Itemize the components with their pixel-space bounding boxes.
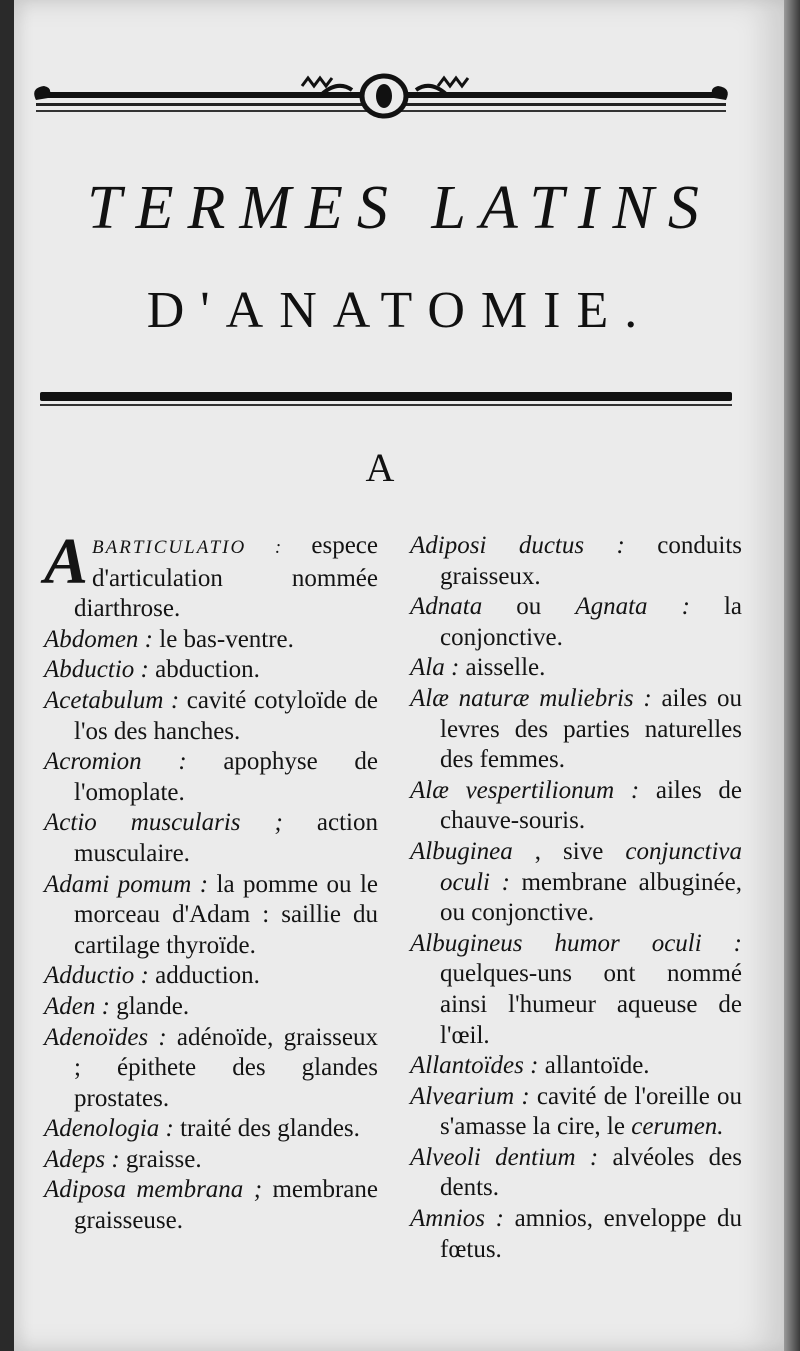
entry [410, 837, 742, 929]
entry-term: Aden : [44, 992, 110, 1020]
entry-definition: la conjonctive. [440, 593, 742, 651]
entry-definition: cavité cotyloïde de l'os des hanches. [74, 686, 379, 745]
entry-term: Adductio : [44, 962, 149, 990]
entry [410, 1051, 742, 1082]
entry [44, 686, 378, 747]
entry-term: Abdomen : [44, 625, 153, 653]
right-column [410, 531, 742, 1265]
entry-term: Acromion : [44, 748, 187, 776]
entry [44, 1023, 378, 1115]
entry-definition: le bas-ventre. [153, 625, 294, 653]
entry-term: Albugineus humor oculi : [410, 929, 742, 957]
entry-definition: graisse. [119, 1145, 202, 1173]
entry-definition: allantoïde. [538, 1052, 650, 1080]
entry-term: Alvearium : [410, 1082, 530, 1110]
entry [410, 653, 742, 684]
entry-definition: alvéoles des dents. [440, 1143, 742, 1202]
entry-definition: adduction. [148, 962, 260, 990]
entry-term: Adenologia : [44, 1115, 174, 1143]
entry [44, 808, 378, 869]
entry [44, 870, 378, 962]
entry-definition: ailes ou levres des parties naturelles des femmes. [440, 684, 742, 774]
entry-term-alt: Agnata : [575, 593, 690, 621]
entry [44, 1175, 378, 1236]
entry [410, 1082, 742, 1143]
entry [410, 1204, 742, 1265]
entry-definition: ailes de chauve-souris. [440, 776, 742, 835]
entry [410, 592, 742, 653]
entry-term: Alæ vespertilionum : [410, 776, 640, 804]
entry [410, 929, 742, 1051]
entry-definition: action musculaire. [74, 809, 378, 867]
entry-term: Albuginea [410, 837, 513, 865]
entry-connector: ou [482, 593, 576, 621]
entry-term: Allantoïdes : [410, 1052, 539, 1080]
entry [44, 961, 378, 992]
entry-term: Ala : [410, 654, 460, 682]
entry-term: Adiposa membrana ; [44, 1176, 263, 1204]
entry-term: Amnios : [410, 1205, 504, 1233]
entry-definition: apophyse de l'omoplate. [74, 748, 378, 806]
entry-definition: conduits graisseux. [440, 532, 742, 590]
entry-term: Adiposi ductus : [410, 532, 625, 559]
entry-definition: membrane graisseuse. [74, 1176, 378, 1235]
entry-term: Adnata [410, 593, 483, 621]
entry-connector: , sive [512, 837, 626, 865]
entry-term: BARTICULATIO : [92, 537, 284, 558]
entry-term: Alæ naturæ muliebris : [410, 684, 652, 712]
entry-first [44, 525, 378, 625]
entry-definition: abduction. [148, 656, 260, 684]
divider-rule-thin [40, 404, 732, 406]
entry [44, 625, 378, 656]
section-letter-heading: A [365, 445, 395, 490]
entry-definition: espece d'articulation nommée diarthrose. [74, 532, 378, 623]
left-column [44, 525, 379, 1237]
entry [410, 531, 742, 592]
entry-term: Abductio : [44, 656, 149, 684]
entry-term: Actio muscularis ; [44, 809, 283, 837]
entry-definition: quelques-uns ont nommé ainsi l'humeur aqueuse de l'œil. [440, 960, 742, 1049]
entry-definition: amnios, enveloppe du fœtus. [440, 1205, 743, 1263]
page-title: TERMES LATINS [87, 174, 713, 242]
entry-definition: aisselle. [459, 654, 546, 682]
entry-term-alt: conjunctiva oculi : [440, 837, 742, 896]
dropcap: A [44, 525, 89, 598]
entry-term: Alveoli dentium : [410, 1143, 599, 1171]
page-subtitle: D'ANATOMIE. [146, 282, 654, 339]
entry [44, 747, 378, 808]
entry [410, 1143, 742, 1204]
divider-rule [40, 392, 732, 401]
entry-definition: membrane albuginée, ou conjonctive. [440, 868, 742, 927]
entry-definition: adénoïde, graisseux ; épithete des glandes prostates. [74, 1023, 378, 1112]
decorative-header-ornament [32, 70, 732, 130]
entry [410, 776, 742, 837]
entry-term: Adeps : [44, 1145, 120, 1173]
entry-definition: la pomme ou le morceau d'Adam : saillie du cartilage thyroïde. [74, 870, 378, 959]
entry-definition: glande. [109, 992, 190, 1020]
entry [44, 655, 378, 686]
entry-term: Adenoïdes : [44, 1023, 167, 1051]
entry [44, 992, 378, 1023]
entry [44, 1114, 378, 1145]
entry-definition: traité des glandes. [173, 1115, 360, 1143]
entry-term-alt: cerumen. [631, 1113, 724, 1141]
entry-term: Adami pomum : [44, 870, 209, 898]
entry-term: Acetabulum : [44, 686, 180, 714]
entry [410, 684, 742, 776]
entry [44, 1145, 378, 1176]
entry-definition: cavité de l'oreille ou s'amasse la cire, le [440, 1082, 742, 1141]
